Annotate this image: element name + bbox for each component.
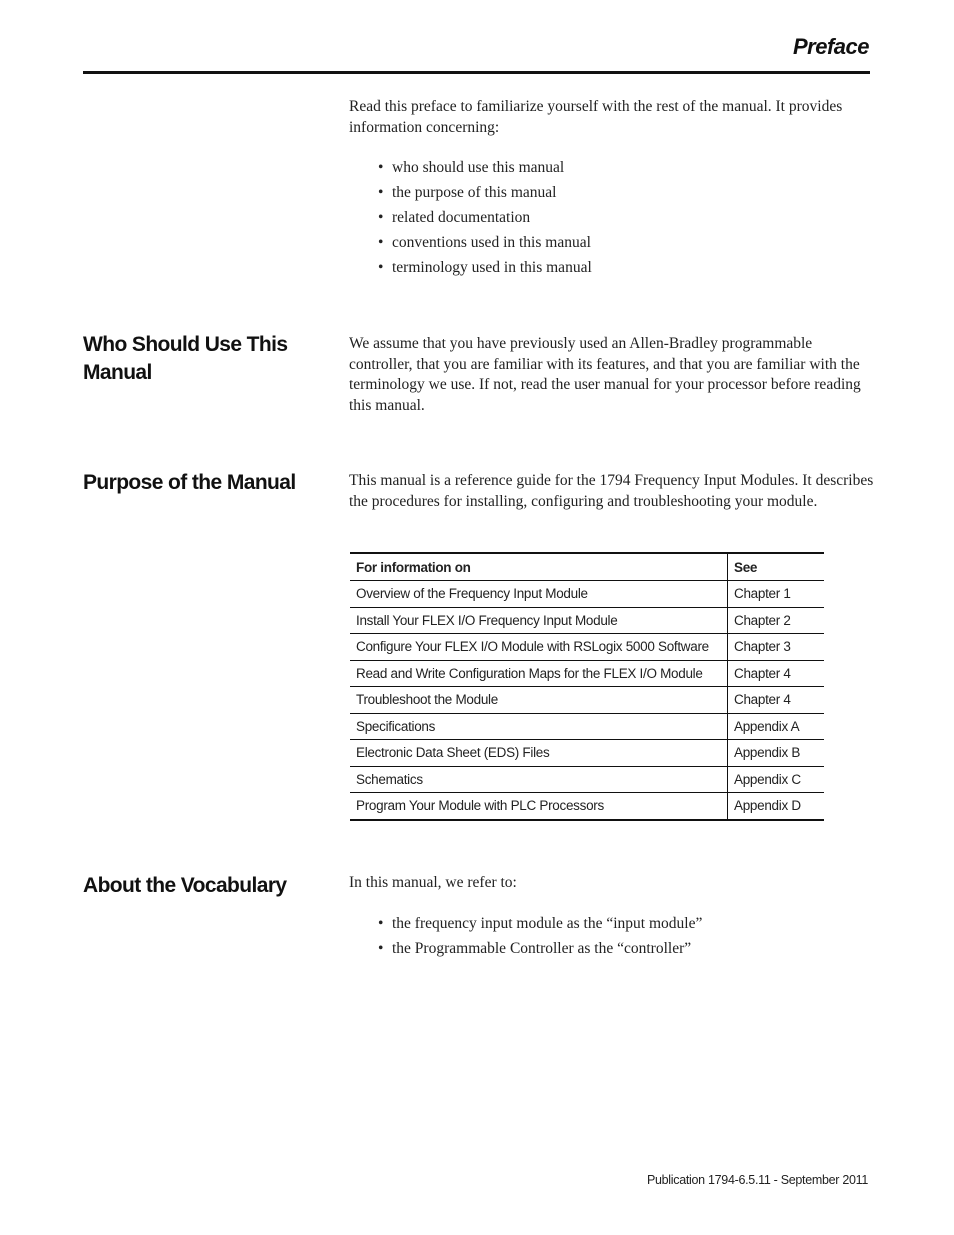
bullet-icon: •: [378, 159, 384, 176]
list-item: • who should use this manual: [378, 155, 592, 180]
table-cell-topic: Configure Your FLEX I/O Module with RSLogix 5000 Software: [350, 634, 728, 661]
table-cell-topic: Program Your Module with PLC Processors: [350, 793, 728, 820]
table-row: [350, 793, 824, 820]
table-row: [350, 766, 824, 793]
publication-footer: Publication 1794-6.5.11 - September 2011: [646, 1173, 868, 1187]
intro-paragraph: Read this preface to familiarize yourself with the rest of the manual. It provides information concerning:: [349, 98, 843, 136]
table-row: [350, 581, 824, 608]
list-item: • the purpose of this manual: [378, 180, 592, 205]
table-cell-see: Chapter 4: [728, 687, 825, 714]
bullet-icon: •: [378, 234, 384, 251]
table-cell-topic: Install Your FLEX I/O Frequency Input Module: [350, 607, 728, 634]
table-cell-see: Appendix D: [728, 793, 825, 820]
header-rule: [83, 71, 870, 74]
who-paragraph: We assume that you have previously used an Allen-Bradley programmable controller, that you are familiar with its features, and that you are familiar with the terminology we use. If not, read the user manual for your processor before reading this manual.: [349, 335, 861, 414]
table-header-row: [350, 553, 824, 581]
section-heading-who: Who Should Use This Manual: [83, 333, 288, 384]
table-cell-see: Appendix A: [728, 713, 825, 740]
table-cell-topic: Troubleshoot the Module: [350, 687, 728, 714]
table-cell-see: Appendix B: [728, 740, 825, 767]
bullet-icon: •: [378, 259, 384, 276]
column-header-see: See: [728, 553, 825, 581]
table-row: [350, 660, 824, 687]
vocabulary-paragraph: In this manual, we refer to:: [349, 874, 517, 891]
table-cell-see: Chapter 1: [728, 581, 825, 608]
bullet-icon: •: [378, 184, 384, 201]
table-cell-topic: Overview of the Frequency Input Module: [350, 581, 728, 608]
purpose-paragraph: This manual is a reference guide for the 1794 Frequency Input Modules. It describes the procedures for installing, configuring and troubleshooting your module.: [349, 472, 874, 510]
table-row: [350, 607, 824, 634]
table-row: [350, 687, 824, 714]
table-row: [350, 634, 824, 661]
section-heading-purpose: Purpose of the Manual: [83, 471, 296, 494]
table-row: [350, 740, 824, 767]
section-heading-vocabulary: About the Vocabulary: [83, 874, 287, 897]
table-cell-topic: Specifications: [350, 713, 728, 740]
list-item: • the frequency input module as the “input module”: [378, 911, 702, 936]
list-item: • related documentation: [378, 205, 592, 230]
table-row: [350, 713, 824, 740]
reference-table: [350, 552, 824, 821]
table-cell-topic: Electronic Data Sheet (EDS) Files: [350, 740, 728, 767]
list-item: • the Programmable Controller as the “controller”: [378, 936, 702, 961]
table-cell-see: Chapter 4: [728, 660, 825, 687]
table-cell-topic: Schematics: [350, 766, 728, 793]
table-cell-see: Appendix C: [728, 766, 825, 793]
vocabulary-bullet-list: [378, 911, 702, 961]
page-title: Preface: [792, 34, 869, 59]
table-cell-topic: Read and Write Configuration Maps for the FLEX I/O Module: [350, 660, 728, 687]
bullet-icon: •: [378, 209, 384, 226]
table-cell-see: Chapter 3: [728, 634, 825, 661]
list-item: • terminology used in this manual: [378, 255, 592, 280]
list-item: • conventions used in this manual: [378, 230, 592, 255]
bullet-icon: •: [378, 940, 384, 957]
table-cell-see: Chapter 2: [728, 607, 825, 634]
bullet-icon: •: [378, 915, 384, 932]
intro-bullet-list: [378, 155, 592, 280]
column-header-topic: For information on: [350, 553, 728, 581]
